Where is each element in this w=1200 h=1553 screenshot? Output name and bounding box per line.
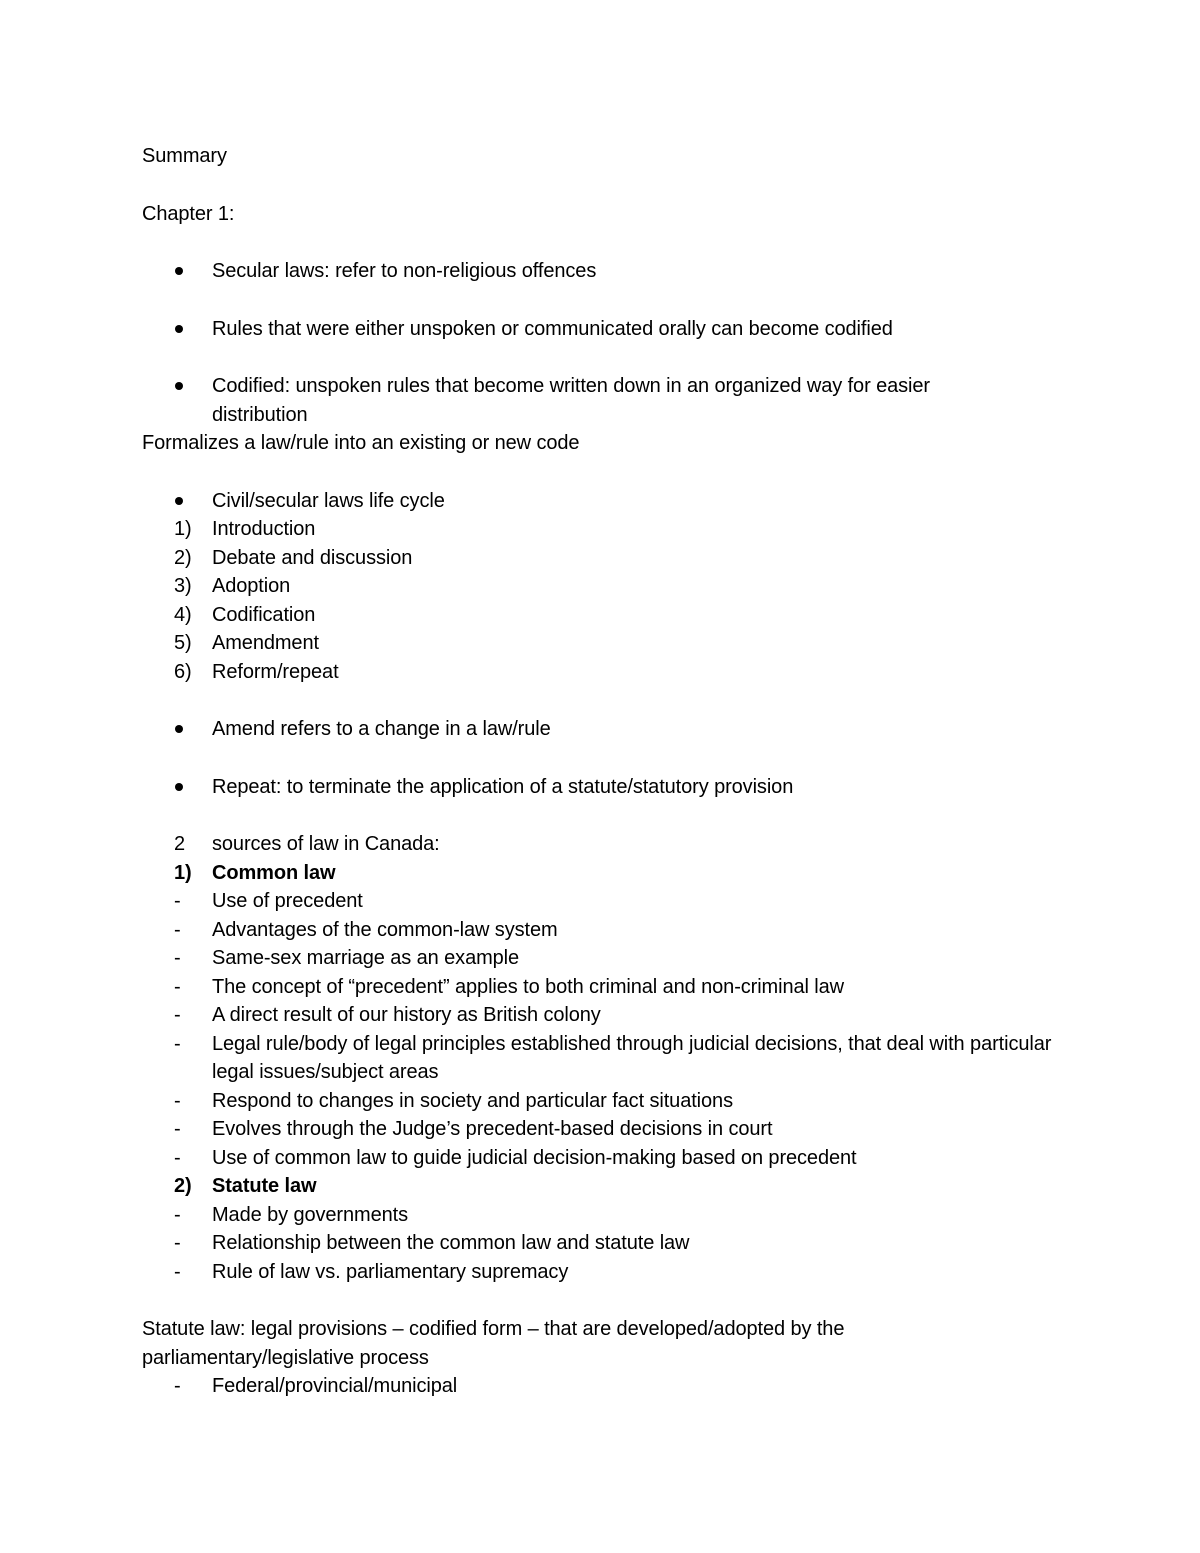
- section-heading-statute-law: Statute law: [212, 1175, 317, 1197]
- list-marker: 1): [174, 518, 192, 540]
- numbered-item: [142, 1172, 1062, 1201]
- numbered-item: [142, 515, 1062, 544]
- list-item-text: Repeat: to terminate the application of a statute/statutory provision: [212, 775, 794, 798]
- numbered-item: [142, 544, 1062, 573]
- dash-marker: -: [174, 1375, 181, 1397]
- section-heading-common-law: Common law: [212, 861, 336, 884]
- dash-item: [142, 973, 1062, 1002]
- list-item-text: sources of law in Canada:: [212, 833, 440, 855]
- dash-item: [142, 944, 1062, 973]
- dash-marker: -: [174, 1146, 181, 1169]
- spacer: [142, 171, 1062, 200]
- list-item-text: Civil/secular laws life cycle: [212, 489, 445, 512]
- list-item-text: Federal/provincial/municipal: [212, 1375, 458, 1397]
- dash-item: [142, 1144, 1062, 1173]
- list-item-text: Evolves through the Judge’s precedent-based decisions in court: [212, 1118, 773, 1140]
- list-item: [142, 315, 1062, 344]
- list-item-text: Adoption: [212, 575, 291, 597]
- list-item: [142, 372, 1002, 429]
- list-item-text: Amend refers to a change in a law/rule: [212, 718, 551, 740]
- dash-marker: -: [174, 1260, 181, 1283]
- list-item-text: The concept of “precedent” applies to both criminal and non-criminal law: [212, 975, 845, 998]
- dash-item: [142, 1087, 1062, 1116]
- spacer: [142, 343, 1062, 372]
- bullet-icon: [175, 783, 183, 791]
- spacer: [142, 1286, 1062, 1315]
- list-marker: 6): [174, 660, 192, 683]
- dash-item: [142, 887, 1062, 916]
- bullet-icon: [175, 725, 183, 733]
- dash-marker: -: [174, 1032, 181, 1055]
- list-item-text: Use of precedent: [212, 890, 363, 912]
- spacer: [142, 458, 1062, 487]
- list-item-text: Introduction: [212, 518, 316, 540]
- list-item-text: Codified: unspoken rules that become written down in an organized way for easier distribution: [212, 375, 930, 426]
- numbered-item: [142, 658, 1062, 687]
- bullet-icon: [175, 497, 183, 505]
- bullet-icon: [175, 267, 183, 275]
- document-body: [142, 142, 1062, 1401]
- dash-marker: -: [174, 1203, 181, 1226]
- dash-marker: -: [174, 975, 181, 998]
- dash-marker: -: [174, 1118, 181, 1140]
- paragraph: Statute law: legal provisions – codified form – that are developed/adopted by the parliamentary/legislative process: [142, 1318, 845, 1369]
- list-item: [142, 487, 1062, 516]
- list-item-text: Relationship between the common law and statute law: [212, 1232, 690, 1254]
- spacer: [142, 286, 1062, 315]
- numbered-item: [142, 859, 1062, 888]
- dash-marker: -: [174, 1089, 181, 1112]
- dash-item: [142, 1030, 1062, 1087]
- dash-item: [142, 1201, 1062, 1230]
- dash-marker: -: [174, 1004, 181, 1026]
- list-item-text: Advantages of the common-law system: [212, 918, 558, 941]
- list-item-text: Debate and discussion: [212, 546, 413, 569]
- document-title: Summary: [142, 145, 227, 167]
- list-item-text: Rule of law vs. parliamentary supremacy: [212, 1260, 569, 1283]
- list-marker: 2: [174, 833, 186, 855]
- bullet-icon: [175, 325, 183, 333]
- spacer: [142, 801, 1062, 830]
- list-item-text: Codification: [212, 603, 316, 626]
- list-item: [142, 715, 1062, 744]
- paragraph: Formalizes a law/rule into an existing or new code: [142, 432, 580, 454]
- list-item-text: Use of common law to guide judicial decision-making based on precedent: [212, 1146, 857, 1169]
- list-marker: 5): [174, 632, 192, 654]
- list-marker: 3): [174, 575, 192, 597]
- numbered-item: [142, 601, 1062, 630]
- list-item-text: Amendment: [212, 632, 319, 654]
- dash-item: [142, 1372, 1062, 1401]
- list-item: [142, 773, 1062, 802]
- dash-marker: -: [174, 1232, 181, 1254]
- list-item-text: A direct result of our history as British colony: [212, 1004, 601, 1026]
- list-marker: 2): [174, 1175, 192, 1197]
- dash-item: [142, 1115, 1062, 1144]
- spacer: [142, 744, 1062, 773]
- dash-item: [142, 1229, 1062, 1258]
- list-marker: 2): [174, 546, 192, 569]
- list-item-text: Same-sex marriage as an example: [212, 947, 520, 969]
- spacer: [142, 228, 1062, 257]
- list-item-text: Reform/repeat: [212, 660, 339, 683]
- list-item-text: Rules that were either unspoken or communicated orally can become codified: [212, 317, 893, 340]
- dash-item: [142, 916, 1062, 945]
- bullet-icon: [175, 382, 183, 390]
- numbered-item: [142, 629, 1062, 658]
- numbered-item: [142, 572, 1062, 601]
- spacer: [142, 686, 1062, 715]
- list-item-text: Made by governments: [212, 1203, 408, 1226]
- list-item-text: Respond to changes in society and particular fact situations: [212, 1089, 733, 1112]
- list-item-text: Legal rule/body of legal principles established through judicial decisions, that deal with particular legal issues/subject areas: [212, 1032, 1052, 1083]
- numbered-item: [142, 830, 1062, 859]
- list-item-text: Secular laws: refer to non-religious offences: [212, 260, 597, 282]
- dash-marker: -: [174, 890, 181, 912]
- dash-item: [142, 1258, 1062, 1287]
- dash-marker: -: [174, 918, 181, 941]
- list-marker: 1): [174, 861, 192, 884]
- chapter-heading: Chapter 1:: [142, 202, 235, 225]
- dash-marker: -: [174, 947, 181, 969]
- list-item: [142, 257, 1062, 286]
- dash-item: [142, 1001, 1062, 1030]
- list-marker: 4): [174, 603, 192, 626]
